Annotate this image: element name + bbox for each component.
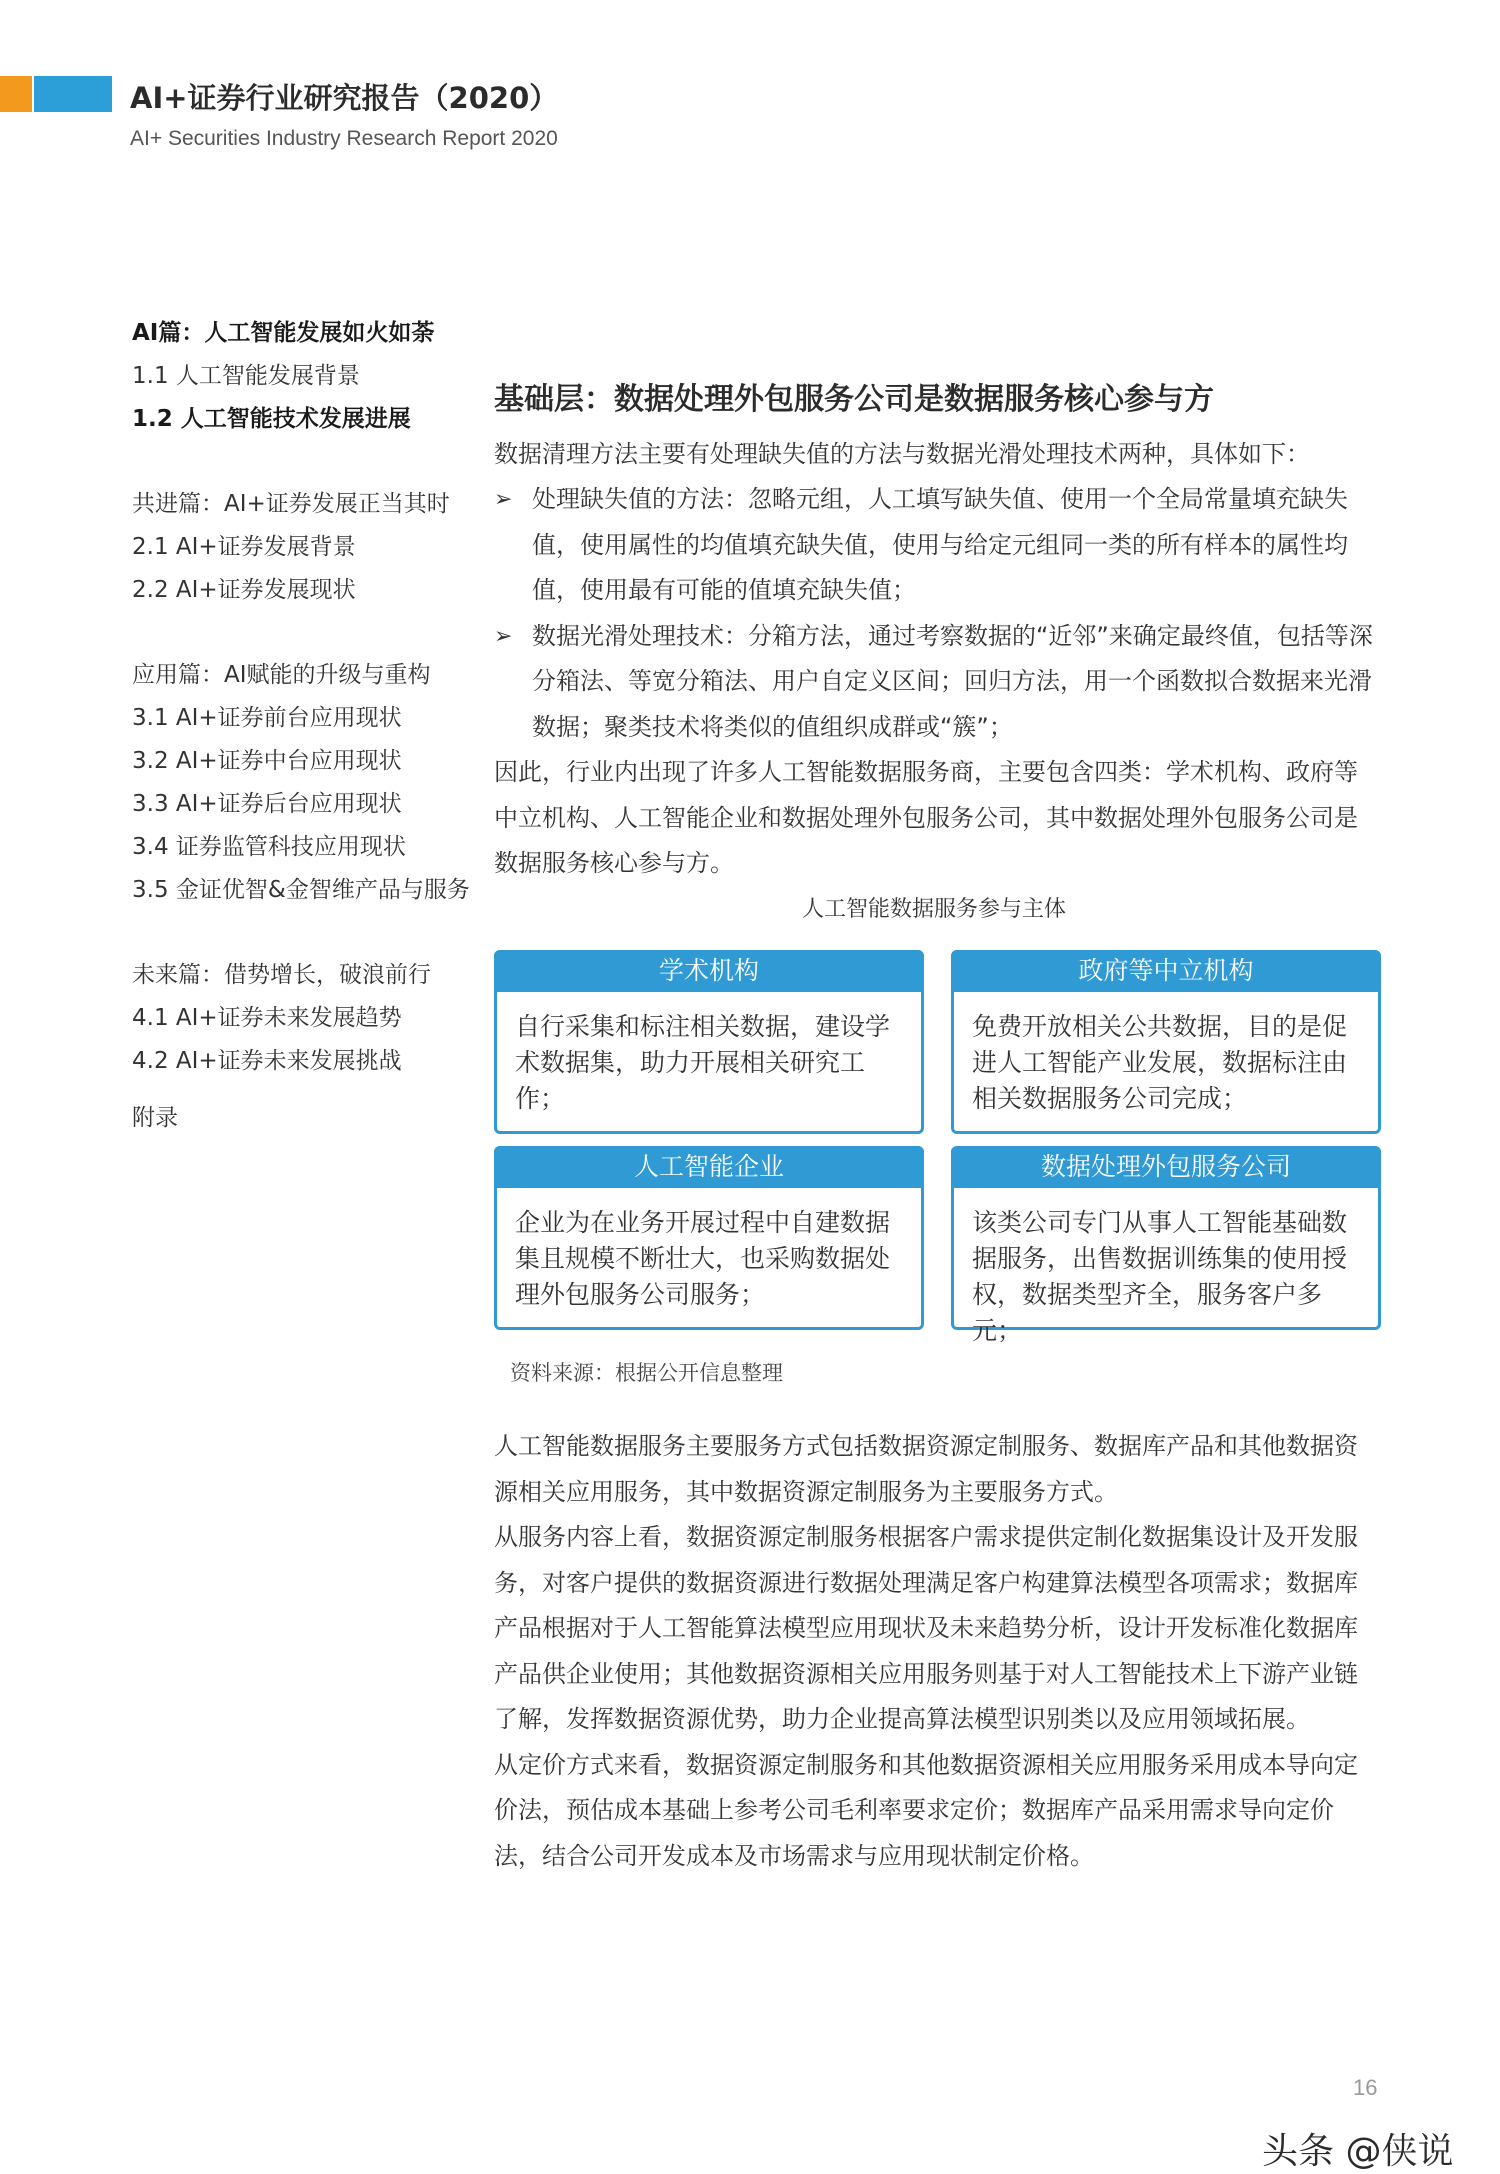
card-title: 数据处理外包服务公司 [951, 1146, 1381, 1188]
header-orange-bar [0, 76, 32, 112]
toc-item[interactable]: 未来篇：借势增长，破浪前行 [132, 962, 431, 988]
card-body: 该类公司专门从事人工智能基础数据服务，出售数据训练集的使用授权，数据类型齐全，服务客户多元； [972, 1208, 1348, 1345]
card-body: 免费开放相关公共数据，目的是促进人工智能产业发展，数据标注由相关数据服务公司完成； [972, 1012, 1348, 1113]
diagram-caption: 人工智能数据服务参与主体 [801, 897, 1066, 922]
toc-item[interactable]: 3.2 AI+证券中台应用现状 [132, 748, 402, 774]
intro-paragraph: 数据清理方法主要有处理缺失值的方法与数据光滑处理技术两种，具体如下： [494, 440, 1310, 468]
toc-item[interactable]: 3.4 证券监管科技应用现状 [132, 834, 406, 860]
toc-item[interactable]: 4.1 AI+证券未来发展趋势 [132, 1005, 402, 1031]
bullet-text: 处理缺失值的方法：忽略元组，人工填写缺失值、使用一个全局常量填充缺失值，使用属性的均值填充缺失值，使用与给定元组同一类的所有样本的属性均值，使用最有可能的值填充缺失值； [532, 485, 1348, 604]
toc-item[interactable]: 3.5 金证优智&金智维产品与服务 [132, 877, 470, 903]
card-title: 学术机构 [494, 950, 924, 992]
toc-group-appendix [132, 1097, 492, 1140]
toc-group-gongjin [132, 483, 492, 612]
toc-item[interactable]: 2.1 AI+证券发展背景 [132, 534, 356, 560]
toc-item[interactable]: 附录 [132, 1105, 178, 1131]
card-title: 政府等中立机构 [951, 950, 1381, 992]
table-of-contents [132, 312, 492, 1182]
toc-item[interactable]: 2.2 AI+证券发展现状 [132, 577, 356, 603]
toc-item[interactable]: 共进篇：AI+证券发展正当其时 [132, 491, 450, 517]
toc-item-current[interactable]: 1.2 人工智能技术发展进展 [132, 406, 411, 432]
source-note: 资料来源：根据公开信息整理 [510, 1361, 783, 1385]
toc-item[interactable]: 1.1 人工智能发展背景 [132, 363, 360, 389]
document-title: AI+证券行业研究报告（2020） [130, 81, 559, 115]
bullet-text: 数据光滑处理技术：分箱方法，通过考察数据的“近邻”来确定最终值，包括等深分箱法、等宽分箱法、用户自定义区间；回归方法，用一个函数拟合数据来光滑数据；聚类技术将类似的值组织成群或“簇”； [532, 621, 1373, 741]
card-academic [494, 950, 924, 1134]
arrow-bullet-icon: ➢ [494, 623, 513, 649]
card-ai-enterprise [494, 1146, 924, 1330]
watermark: 头条 @侠说 [1262, 2131, 1454, 2172]
toc-item[interactable]: 3.3 AI+证券后台应用现状 [132, 791, 402, 817]
page-number: 16 [1353, 2075, 1378, 2100]
toc-item[interactable]: 4.2 AI+证券未来发展挑战 [132, 1048, 402, 1074]
card-title: 人工智能企业 [494, 1146, 924, 1188]
body-text-block [494, 1424, 1374, 1879]
arrow-bullet-icon: ➢ [494, 487, 513, 512]
body-paragraph: 人工智能数据服务主要服务方式包括数据资源定制服务、数据库产品和其他数据资源相关应用服务，其中数据资源定制服务为主要服务方式。 [494, 1432, 1358, 1506]
document-subtitle: AI+ Securities Industry Research Report 2020 [130, 127, 558, 150]
toc-item[interactable]: 应用篇：AI赋能的升级与重构 [132, 662, 431, 688]
toc-group-ai [132, 312, 492, 441]
section-title: 基础层：数据处理外包服务公司是数据服务核心参与方 [494, 382, 1214, 417]
card-body: 自行采集和标注相关数据，建设学术数据集，助力开展相关研究工作； [515, 1012, 891, 1113]
body-paragraph: 从定价方式来看，数据资源定制服务和其他数据资源相关应用服务采用成本导向定价法，预估成本基础上参考公司毛利率要求定价；数据库产品采用需求导向定价法，结合公司开发成本及市场需求与应用现状制定价格。 [494, 1750, 1358, 1870]
card-government [951, 950, 1381, 1134]
toc-group-weilai [132, 954, 492, 1083]
bullet-item [494, 614, 1374, 751]
card-outsourcing [951, 1146, 1381, 1345]
conclusion-paragraph: 因此，行业内出现了许多人工智能数据服务商，主要包含四类：学术机构、政府等中立机构、人工智能企业和数据处理外包服务公司，其中数据处理外包服务公司是数据服务核心参与方。 [494, 758, 1358, 877]
toc-group-yingyong [132, 654, 492, 912]
header-blue-bar [34, 76, 112, 112]
toc-item[interactable]: AI篇：人工智能发展如火如荼 [132, 320, 435, 346]
card-body: 企业为在业务开展过程中自建数据集且规模不断壮大，也采购数据处理外包服务公司服务； [515, 1208, 891, 1309]
bullet-item [494, 477, 1374, 614]
toc-item[interactable]: 3.1 AI+证券前台应用现状 [132, 705, 402, 731]
bullet-list [494, 477, 1374, 750]
body-paragraph: 从服务内容上看，数据资源定制服务根据客户需求提供定制化数据集设计及开发服务，对客户提供的数据资源进行数据处理满足客户构建算法模型各项需求；数据库产品根据对于人工智能算法模型应用现状及未来趋势分析，设计开发标准化数据库产品供企业使用；其他数据资源相关应用服务则基于对人工智能技术上下游产业链了解，发挥数据资源优势，助力企业提高算法模型识别类以及应用领域拓展。 [494, 1523, 1358, 1733]
